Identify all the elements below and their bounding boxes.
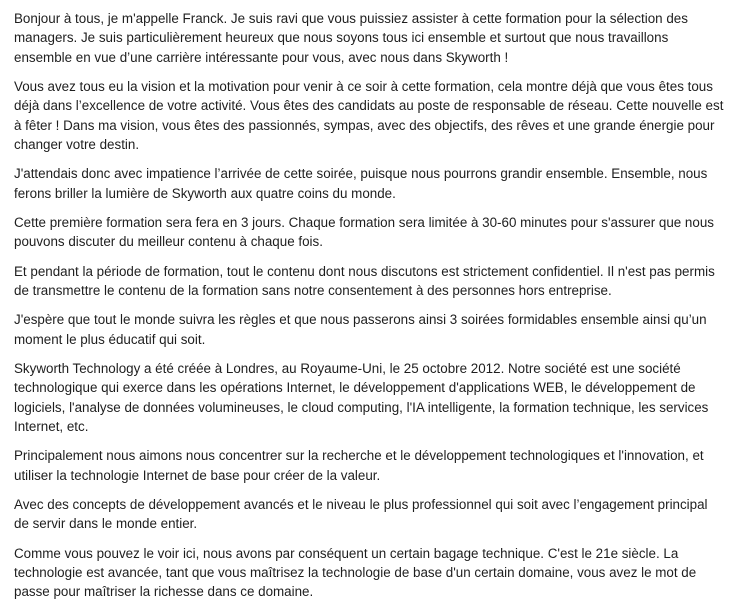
paragraph-greeting: Bonjour à tous, je m'appelle Franck. Je suis ravi que vous puissiez assister à cette formation pour la sélection des managers. Je suis particulièrement heureux que nous soyons tous ici ensemble et surtout que nous travaillons ensemble en vue d’une carrière intéressante pour vous, avec nous dans Skyworth !: [14, 11, 688, 65]
paragraph-rules: J'espère que tout le monde suivra les règles et que nous passerons ainsi 3 soirées formidables ensemble ainsi qu’un moment le plus éducatif qui soit.: [14, 312, 707, 347]
paragraph-concepts: Avec des concepts de développement avancés et le niveau le plus professionnel qui soit avec l’engagement principal de servir dans le monde entier.: [14, 496, 708, 532]
paragraph-vision: Vous avez tous eu la vision et la motivation pour venir à ce soir à cette formation, cela montre déjà que vous êtes tous déjà dans l’excellence de votre activité. Vous êtes des candidats au poste de responsable de réseau. Cette nouvelle est à fêter ! Dans ma vision, vous êtes des passionnés, sympas, avec des objectifs, des rêves et une grande énergie pour changer votre destin.: [14, 79, 724, 153]
paragraph-company: Skyworth Technology a été créée à Londres, au Royaume-Uni, le 25 octobre 2012. Notre société est une société technologique qui exerce dans les opérations Internet, le développement d'applications WEB, le développement de logiciels, l'analyse de données volumineuses, le cloud computing, l'IA intelligente, la formation technique, les services Internet, etc.: [14, 360, 709, 435]
paragraph-schedule: Cette première formation sera fera en 3 jours. Chaque formation sera limitée à 30-60 minutes pour s'assurer que nous pouvons discuter du meilleur contenu à chaque fois.: [14, 215, 714, 250]
paragraph-technology: Comme vous pouvez le voir ici, nous avons par conséquent un certain bagage technique. C'est le 21e siècle. La technologie est avancée, tant que vous maîtrisez la technologie de base d'un certain domaine, vous avez le mot de passe pour maîtriser la richesse dans ce domaine.: [14, 545, 697, 600]
paragraph-focus: Principalement nous aimons nous concentrer sur la recherche et le développement technologiques et l'innovation, et utiliser la technologie Internet de base pour créer de la valeur.: [14, 448, 704, 483]
paragraph-waiting: J'attendais donc avec impatience l’arrivée de cette soirée, puisque nous pourrons grandir ensemble. Ensemble, nous ferons briller la lumière de Skyworth aux quatre coins du monde.: [14, 166, 708, 201]
paragraph-confidential: Et pendant la période de formation, tout le contenu dont nous discutons est strictement confidentiel. Il n'est pas permis de transmettre le contenu de la formation sans notre consentement à des personnes hors entreprise.: [14, 263, 715, 299]
